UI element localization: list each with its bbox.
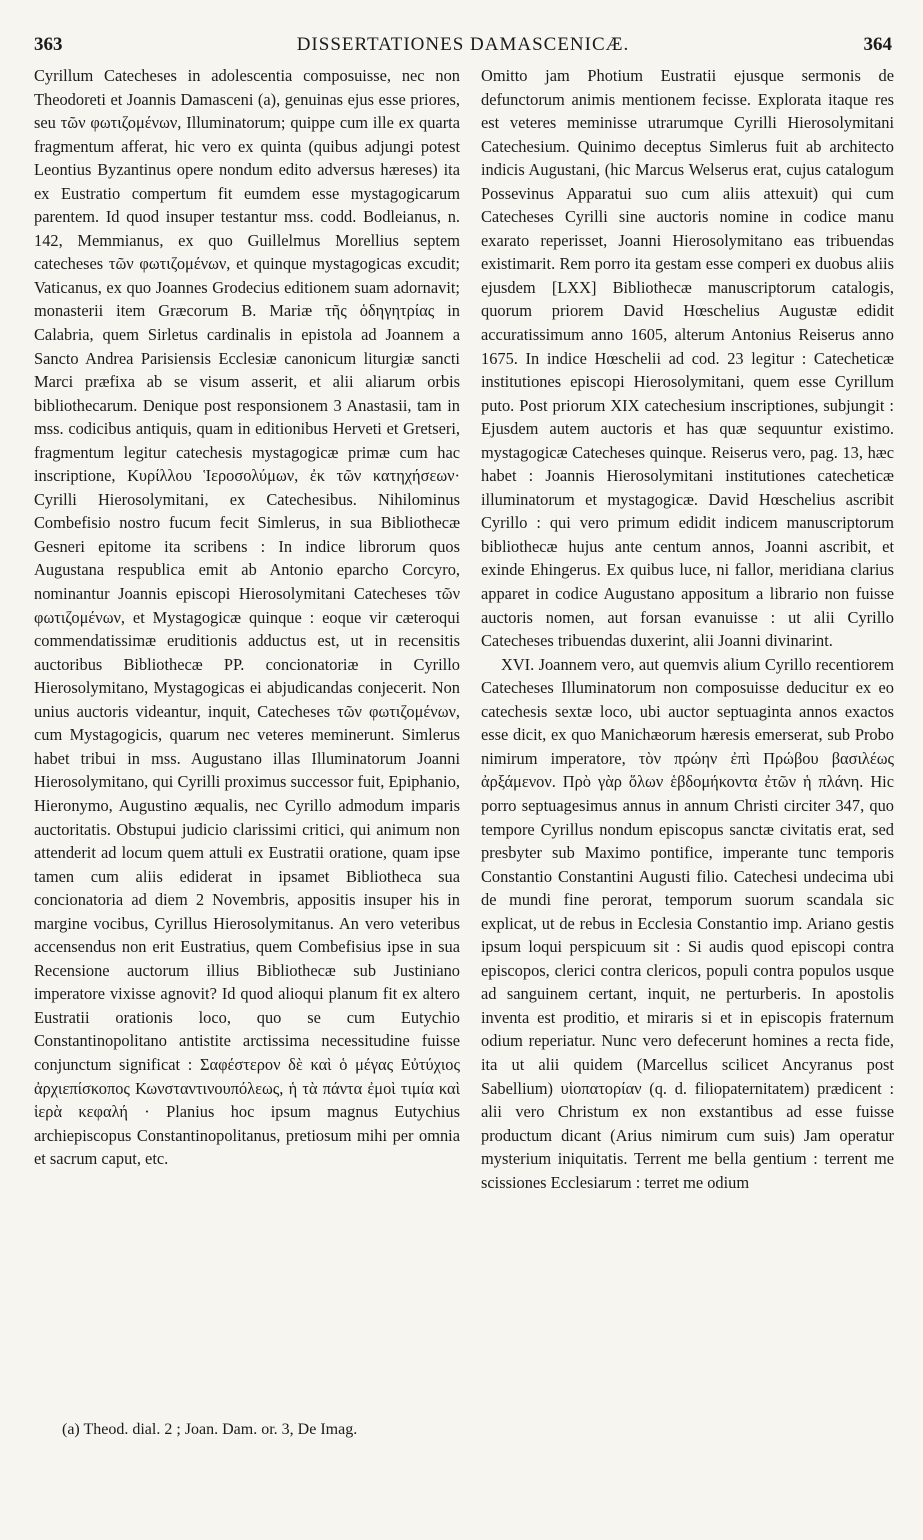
running-header [34,34,892,64]
right-paragraph-2: XVI. Joannem vero, aut quemvis alium Cyrillo recentiorem Catecheses Illuminatorum non composuisse deducitur ex eo catechesis sextæ loco, ubi auctor septuaginta annos exactos esse dicit, ex quo Manichæorum hæresis emerserat, sub Probo nimirum imperatore, τὸν πρώην ἐπὶ Πρώβου βασιλέως ἀρξάμενον. Πρὸ γὰρ ὅλων ἑβδομήκοντα ἐτῶν ἡ πλάνη. Hic porro septuagesimus annus in annum Christi circiter 347, quo tempore Cyrillus nondum episcopus sanctæ civitatis erat, sed presbyter sub Maximo pontifice, imperante tunc temporis Constantio Constantini Augusti filio. Catechesi undecima ubi de mundi fine perorat, temporum suorum scandala sic explicat, ut de rebus in Ecclesia Constantio imp. Ariano gestis ipsum loqui perspicuum sit : Si audis quod episcopi contra episcopos, clerici contra clericos, populi contra populos usque ad sanguinem certant, inquit, ne perturberis. In apostolis inventa est proditio, et miraris si et in episcopis fraternum odium reperiatur. Nunc vero defecerunt homines a recta fide, ita ut alii quidem (Marcellus scilicet Ancyranus post Sabellium) υἱοπατορίαν (q. d. filiopaternitatem) prædicent : alii vero Christum ex non exstantibus ad esse fuisse productum dicant (Arius nimirum cum suis) Jam operatur mysterium iniquitatis. Terrent me bella gentium : terrent me scissiones Ecclesiarum : terret me odium [481,654,894,1192]
left-column-text: Cyrillum Catecheses in adolescentia composuisse, nec non Theodoreti et Joannis Damasceni (a), genuinas ejus esse priores, seu τῶν φωτιζομένων, Illuminatorum; quippe cum ille ex quarta fragmentum afferat, hic vero ex quinta (quibus adjungi potest Leontius Byzantinus opere nondum edito adversus hæreses) ita ex Eustratio compertum fit eumdem esse mystagogicarum parentem. Id quod insuper testantur mss. codd. Bodleianus, n. 142, Memmianus, ex quo Guillelmus Morellius septem catecheses τῶν φωτιζομένων, et quinque mystagogicas excudit; Vaticanus, ex quo Joannes Grodecius editionem suam adornavit; monasterii item Græcorum B. Mariæ τῆς ὁδηγητρίας in Calabria, quem Sirletus cardinalis in epistola ad Joannem a Sancto Andrea Parisiensis Ecclesiæ canonicum liturgiæ sancti Marci præfixa ab se visum asserit, et alii aliarum orbis bibliothecarum. Denique post responsionem 3 Anastasii, tam in mss. codicibus antiquis, quam in editionibus Herveti et Gretseri, fragmentum legitur catechesis mystagogicæ primæ cum hac inscriptione, Κυρίλλου Ἱεροσολύμων, ἐκ τῶν κατηχήσεων· Cyrilli Hierosolymitani, ex Catechesibus. Nihilominus Combefisio nostro fucum fecit Simlerus, in sua Bibliothecæ Gesneri epitome ita scribens : In indice librorum quos Augustana respublica emit ab Antonio eparcho Corcyro, nominantur Joannis episcopi Hierosolymitani Catecheses τῶν φωτιζομένων, et Mystagogicæ quinque : eoque vir cæteroqui commendatissimæ eruditionis adductus est, ut in recensitis auctoribus Bibliothecæ PP. concionatoriæ in Cyrillo Hierosolymitano, Mystagogicas ei abjudicandas conjecerit. Non unius auctoris videantur, inquit, Catecheses τῶν φωτιζομένων, cum Mystagogicis, quarum nec veteres meminerunt. Simlerus habet tribui in mss. Augustano illas Illuminatorum Joanni Hierosolymitano, qui Cyrilli proximus successor fuit, Epiphanio, Hieronymo, Augustino æqualis, nec Cyrillo admodum imparis auctoritatis. Obstupui judicio clarissimi critici, qui animum non attenderit ad locum quem attuli ex Eustratii oratione, quam ipse tamen cum aliis ediderat in ipsamet Bibliotheca sua concionatoria ad diem 2 Novembris, appositis insuper his in margine vocibus, Cyrillus Hierosolymitanus. An vero veteribus accensendus non erit Eustratius, quem Combefisius ipse in sua Recensione auctorum illius Bibliothecæ sub Justiniano imperatore vixisse agnovit? Id quod alioqui planum fit ex altero Eustratii orationis loco, quo se cum Eutychio Constantinopolitano antistite arctissima necessitudine fuisse conjunctum significat : Σαφέστερον δὲ καὶ ὁ μέγας Εὐτύχιος ἀρχιεπίσκοπος Κωνσταντινουπόλεως, ἡ τὰ πάντα ἐμοὶ τιμία καὶ ἱερὰ κεφαλή · Planius hoc ipsum magnus Eutychius archiepiscopus Constantinopolitanus, pretiosum mihi per omnia et sacrum caput, etc. [34,66,460,1169]
left-column [34,64,460,1171]
page-number-left: 363 [34,34,63,55]
page-number-right: 364 [863,34,892,55]
right-column [481,64,894,1194]
running-title: DISSERTATIONES DAMASCENICÆ. [296,34,630,55]
footnote: (a) Theod. dial. 2 ; Joan. Dam. or. 3, De Imag. [62,1421,358,1438]
right-paragraph-1: Omitto jam Photium Eustratii ejusque sermonis de defunctorum animis mentionem fecisse. Explorata itaque res est veteres meminisse utrarumque Cyrilli Hierosolymitani Catechesium. Quinimo deceptus Simlerus fuit ab architecto indicis Augustani, (hic Marcus Welserus erat, cujus catalogum Possevinus Apparatui suo cum aliis attexuit) qui cum Catecheses Cyrilli sine auctoris nomine in codice manu exarato reperisset, Joanni Hierosolymitano eas tribuendas existimarit. Rem porro ita gestam esse comperi ex duobus aliis ejusdem [LXX] Bibliothecæ manuscriptorum catalogis, quorum priorem David Hœschelius Augustæ edidit accuratissimum anno 1605, alterum Antonius Reiserus anno 1675. In indice Hœschelii ad cod. 23 legitur : Catecheticæ institutiones episcopi Hierosolymitani, quem esse Cyrillum puto. Post priorum XIX catechesium inscriptiones, subjungit : Ejusdem autem auctoris et has quæ sequuntur existimo. mystagogicæ Catecheses quinque. Reiserus vero, pag. 13, hæc habet : Joannis Hierosolymitani institutiones catecheticæ illuminatorum et mystagogicæ. David Hœschelius ascribit Cyrillo : qui vero primum edidit indicem manuscriptorum bibliothecæ hujus ante centum annos, Joanni ascribit, et exinde Ehingerus. Ex quibus luce, ni fallor, meridiana clarius apparet in codice Augustano appositum a librario non fuisse auctoris nomen, aut forsan evanuisse : ut alii Cyrillo Catecheses tribuendas duxerint, alii Joanni divinarint. [481,66,894,651]
